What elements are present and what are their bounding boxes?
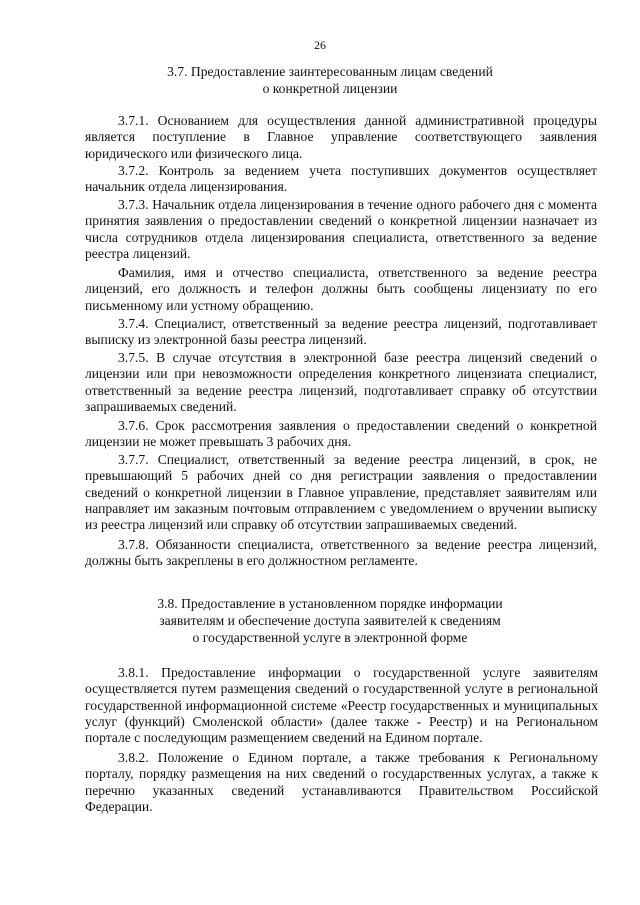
section-3-7-heading (60, 63, 600, 97)
paragraph-3-7-1: 3.7.1. Основанием для осуществления данной административной процедуры является поступление в Главное управление соответствующего заявления юридического или физического лица. (85, 113, 597, 161)
paragraph-3-8-2: 3.8.2. Положение о Едином портале, а также требования к Региональному порталу, порядку размещения на них сведений о государственных услугах, а также к перечню указанных сведений устанавливаются Правительством Российской Федерации. (85, 750, 598, 814)
paragraph-responsible-person: Фамилия, имя и отчество специалиста, ответственного за ведение реестра лицензий, его должность и телефон должны быть сообщены лицензиату по его письменному или устному обращению. (85, 265, 597, 313)
section-3-8-title-line-2: заявителям и обеспечение доступа заявителей к сведениям (159, 613, 501, 628)
section-3-7-title-line-2: о конкретной лицензии (262, 81, 398, 96)
page-number: 26 (314, 38, 326, 52)
section-3-8-title-line-3: о государственной услуге в электронной форме (192, 630, 468, 645)
paragraph-3-7-5: 3.7.5. В случае отсутствия в электронной базе реестра лицензий сведений о лицензии или при невозможности определения конкретного лицензиата специалист, ответственный за ведение реестра лицензий, подготавливает справку об отсутствии запрашиваемых сведений. (85, 350, 597, 414)
paragraph-3-7-8: 3.7.8. Обязанности специалиста, ответственного за ведение реестра лицензий, должны быть закреплены в его должностном регламенте. (85, 537, 597, 569)
paragraph-3-7-4: 3.7.4. Специалист, ответственный за ведение реестра лицензий, подготавливает выписку из электронной базы реестра лицензий. (85, 316, 597, 348)
section-3-7-title-line-1: 3.7. Предоставление заинтересованным лицам сведений (167, 64, 493, 79)
paragraph-3-7-2: 3.7.2. Контроль за ведением учета поступивших документов осуществляет начальник отдела лицензирования. (85, 163, 597, 195)
paragraph-3-8-1: 3.8.1. Предоставление информации о государственной услуге заявителям осуществляется путем размещения сведений о государственной услуге в региональной государственной информационной системе «Реестр государственных и муниципальных услуг (функций) Смоленской области» (далее также - Реестр) и на Региональном портале с последующим размещением сведений на Едином портале. (85, 665, 598, 746)
paragraph-3-7-6: 3.7.6. Срок рассмотрения заявления о предоставлении сведений о конкретной лицензии не может превышать 3 рабочих дня. (85, 418, 597, 450)
paragraph-3-7-7: 3.7.7. Специалист, ответственный за ведение реестра лицензий, в срок, не превышающий 5 рабочих дней со дня регистрации заявления о предоставлении сведений о конкретной лицензии в Главное управление, представляет заявителям или направляет им заказным почтовым отправлением с уведомлением о вручении выписку из реестра лицензий или справку об отсутствии запрашиваемых сведений. (85, 452, 597, 533)
paragraph-3-7-3: 3.7.3. Начальник отдела лицензирования в течение одного рабочего дня с момента принятия заявления о предоставлении сведений о конкретной лицензии назначает из числа сотрудников отдела лицензирования специалиста, ответственного за ведение реестра лицензий. (85, 197, 597, 261)
section-3-8-title-line-1: 3.8. Предоставление в установленном порядке информации (157, 596, 503, 611)
section-3-8-heading (60, 595, 600, 646)
